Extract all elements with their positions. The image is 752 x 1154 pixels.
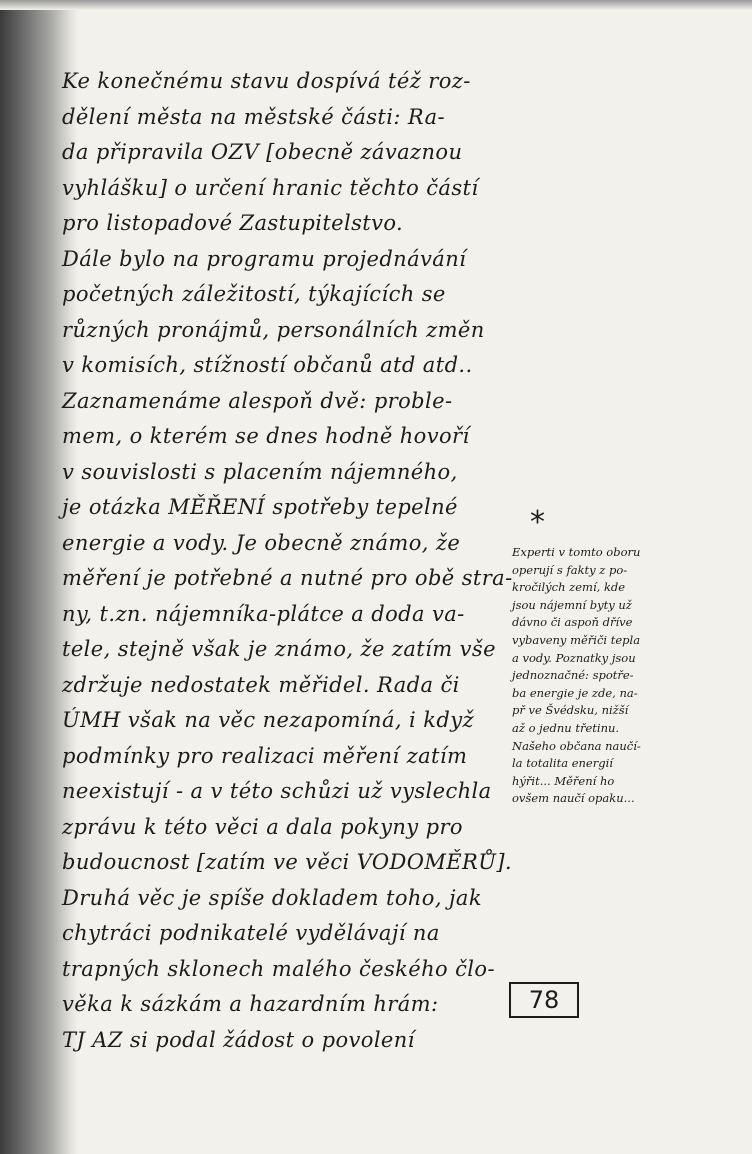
text-line: TJ AZ si podal žádost o povolení xyxy=(62,1027,415,1052)
text-line: neexistují - a v této schůzi už vyslechla xyxy=(62,779,492,803)
text-line: Dále bylo na programu projednávání xyxy=(62,246,467,271)
side-note-line: jsou nájemní byty už xyxy=(512,597,632,612)
side-note-line: hýřit... Měření ho xyxy=(512,773,615,788)
text-line: je otázka MĚŘENÍ spotřeby tepelné xyxy=(62,495,458,519)
side-note-line: ovšem naučí opaku... xyxy=(512,791,635,806)
side-note-line: kročilých zemí, kde xyxy=(512,580,626,595)
text-line: pro listopadové Zastupitelstvo. xyxy=(62,211,404,235)
side-note-line: a vody. Poznatky jsou xyxy=(512,650,636,665)
text-line: v souvislosti s placením nájemného, xyxy=(62,459,458,484)
side-note-line: až o jednu třetinu. xyxy=(512,720,620,735)
side-note-line: př ve Švédsku, nižší xyxy=(512,703,629,718)
text-line: různých pronájmů, personálních změn xyxy=(62,317,485,342)
text-line: v komisích, stížností občanů atd atd.. xyxy=(62,353,473,377)
text-line: tele, stejně však je známo, že zatím vše xyxy=(62,637,496,661)
side-note xyxy=(512,544,712,808)
text-line: vyhlášku] o určení hranic těchto částí xyxy=(62,175,479,200)
text-line: měření je potřebné a nutné pro obě stra- xyxy=(62,566,513,590)
side-note-line: la totalita energií xyxy=(512,756,613,771)
text-line: mem, o kterém se dnes hodně hovoří xyxy=(62,424,470,448)
side-note-line: vybaveny měřiči tepla xyxy=(512,632,641,647)
text-line: zdržuje nedostatek měřidel. Rada či xyxy=(62,672,460,697)
side-note-line: dávno či aspoň dříve xyxy=(512,615,633,630)
side-note-line: operují s fakty z po- xyxy=(512,562,628,577)
text-line: energie a vody. Je obecně známo, že xyxy=(62,530,461,555)
side-note-line: Našeho občana naučí- xyxy=(512,738,641,753)
text-line: Zaznamenáme alespoň dvě: proble- xyxy=(62,388,453,413)
text-line: da připravila OZV [obecně závaznou xyxy=(62,140,463,164)
text-line: trapných sklonech malého českého člo- xyxy=(62,956,495,981)
text-line: ny, t.zn. nájemníka-plátce a doda va- xyxy=(62,601,465,626)
text-line: Druhá věc je spíše dokladem toho, jak xyxy=(62,885,482,910)
side-note-line: jednoznačné: spotře- xyxy=(512,668,634,683)
scan-top-edge xyxy=(0,0,752,10)
text-line: věka k sázkám a hazardním hrám: xyxy=(62,992,439,1016)
text-line: ÚMH však na věc nezapomíná, i když xyxy=(62,708,474,732)
text-line: podmínky pro realizaci měření zatím xyxy=(62,743,468,768)
main-handwritten-text xyxy=(62,64,512,1058)
text-line: zprávu k této věci a dala pokyny pro xyxy=(62,814,463,839)
text-line: početných záležitostí, týkajících se xyxy=(62,282,446,306)
side-note-line: ba energie je zde, na- xyxy=(512,685,638,700)
text-line: dělení města na městské části: Ra- xyxy=(62,104,446,129)
text-line: chytráci podnikatelé vydělávají na xyxy=(62,921,440,945)
page-number: 78 xyxy=(509,982,579,1018)
text-line: Ke konečnému stavu dospívá též roz- xyxy=(62,69,471,93)
footnote-asterisk: * xyxy=(530,505,545,540)
side-note-line: Experti v tomto oboru xyxy=(512,545,641,559)
text-line: budoucnost [zatím ve věci VODOMĚRŮ]. xyxy=(62,850,513,874)
